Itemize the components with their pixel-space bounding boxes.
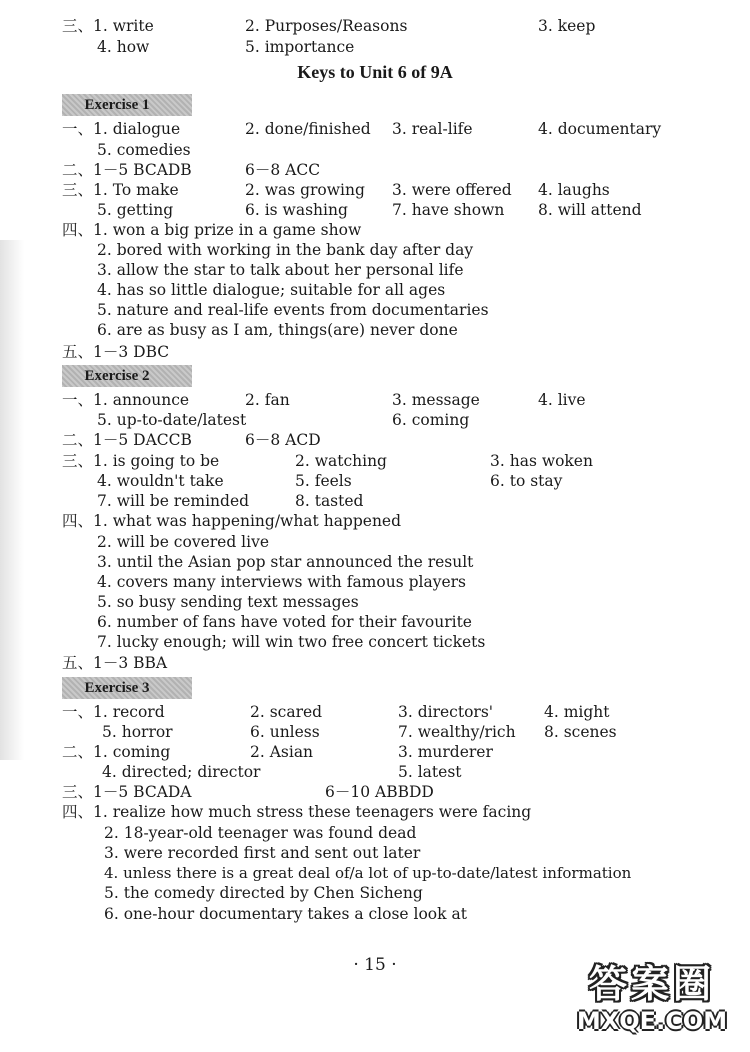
- answer-item: 2. bored with working in the bank day after day: [97, 241, 474, 259]
- answer-item: 5. nature and real-life events from documentaries: [97, 301, 489, 319]
- answer-item: 5. horror: [102, 723, 173, 741]
- answer-item: 7. have shown: [392, 201, 505, 219]
- answer-item: 3. keep: [538, 17, 596, 35]
- answer-item: 3. message: [392, 391, 480, 409]
- answer-item: 6. is washing: [245, 201, 348, 219]
- answer-item: 四、1. won a big prize in a game show: [62, 221, 362, 239]
- page-number: · 15 ·: [353, 955, 397, 975]
- answer-item: 一、1. record: [62, 703, 165, 721]
- answer-item: 4. live: [538, 391, 586, 409]
- answer-item: 6－10 ABBDD: [325, 783, 434, 801]
- answer-item: 5. the comedy directed by Chen Sicheng: [104, 884, 423, 902]
- watermark-domain: MXQE.COM: [576, 1007, 728, 1035]
- answer-item: 3. real-life: [392, 120, 473, 138]
- answer-item: 6. coming: [392, 411, 470, 429]
- answer-item: 四、1. what was happening/what happened: [62, 512, 402, 530]
- answer-item: 2. Purposes/Reasons: [245, 17, 408, 35]
- answer-item: 8. scenes: [544, 723, 617, 741]
- answer-item: 3. were recorded first and sent out later: [104, 844, 421, 862]
- answer-item: 四、1. realize how much stress these teenagers were facing: [62, 803, 532, 821]
- answer-item: 2. will be covered live: [97, 533, 270, 551]
- answer-item: 2. was growing: [245, 181, 365, 199]
- answer-item: 5. importance: [245, 38, 355, 56]
- answer-item: 3. until the Asian pop star announced the result: [97, 553, 474, 571]
- answer-item: 2. done/finished: [245, 120, 371, 138]
- answer-item: 6. number of fans have voted for their favourite: [97, 613, 472, 631]
- answer-item: 一、1. dialogue: [62, 120, 181, 138]
- answer-item: 5. so busy sending text messages: [97, 593, 359, 611]
- answer-item: 3. has woken: [490, 452, 593, 470]
- answer-item: 7. lucky enough; will win two free concert tickets: [97, 633, 486, 651]
- answer-item: 3. murderer: [398, 743, 493, 761]
- answer-item: 6－8 ACC: [245, 161, 321, 179]
- answer-item: 2. watching: [295, 452, 387, 470]
- answer-item: 4. documentary: [538, 120, 662, 138]
- answer-item: 6. are as busy as I am, things(are) never done: [97, 321, 458, 339]
- answer-item: 4. covers many interviews with famous players: [97, 573, 466, 591]
- answer-item: 3. directors': [398, 703, 494, 721]
- answer-item: 4. has so little dialogue; suitable for all ages: [97, 281, 446, 299]
- answer-item: 5. up-to-date/latest: [97, 411, 247, 429]
- exercise-3-heading: Exercise 3: [62, 677, 192, 699]
- answer-item: 一、1. announce: [62, 391, 190, 409]
- answer-item: 7. will be reminded: [97, 492, 250, 510]
- answer-item: 4. wouldn't take: [97, 472, 224, 490]
- scan-shadow: [0, 240, 24, 760]
- answer-item: 5. latest: [398, 763, 462, 781]
- answer-item: 4. laughs: [538, 181, 610, 199]
- watermark-chinese: 答案圈: [588, 962, 715, 1006]
- answer-item: 8. will attend: [538, 201, 642, 219]
- answer-item: 二、1－5 BCADB: [62, 161, 192, 179]
- answer-item: 五、1－3 DBC: [62, 343, 170, 361]
- exercise-2-heading: Exercise 2: [62, 365, 192, 387]
- answer-item: 三、1. is going to be: [62, 452, 220, 470]
- answer-item: 5. getting: [97, 201, 174, 219]
- page-title: Keys to Unit 6 of 9A: [297, 62, 453, 82]
- answer-item: 二、1－5 DACCB: [62, 431, 192, 449]
- answer-item: 二、1. coming: [62, 743, 171, 761]
- answer-item: 2. 18-year-old teenager was found dead: [104, 824, 417, 842]
- exercise-1-heading: Exercise 1: [62, 94, 192, 116]
- answer-item: 2. Asian: [250, 743, 314, 761]
- answer-item: 三、1. To make: [62, 181, 179, 199]
- answer-item: 6－8 ACD: [245, 431, 321, 449]
- answer-item: 2. fan: [245, 391, 290, 409]
- answer-item: 五、1－3 BBA: [62, 654, 168, 672]
- answer-item: 7. wealthy/rich: [398, 723, 516, 741]
- answer-item: 8. tasted: [295, 492, 364, 510]
- answer-item: 6. unless: [250, 723, 320, 741]
- site-watermark: [562, 953, 742, 1048]
- answer-item: 4. directed; director: [102, 763, 261, 781]
- answer-item: 6. to stay: [490, 472, 563, 490]
- answer-item: 3. were offered: [392, 181, 512, 199]
- answer-item: 4. unless there is a great deal of/a lot of up-to-date/latest information: [104, 864, 632, 882]
- answer-item: 4. how: [97, 38, 150, 56]
- answer-item: 6. one-hour documentary takes a close look at: [104, 905, 467, 923]
- answer-item: 5. feels: [295, 472, 352, 490]
- answer-item: 4. might: [544, 703, 610, 721]
- answer-item: 三、1. write: [62, 17, 154, 35]
- answer-item: 3. allow the star to talk about her personal life: [97, 261, 464, 279]
- answer-item: 2. scared: [250, 703, 323, 721]
- answer-item: 三、1－5 BCADA: [62, 783, 192, 801]
- answer-item: 5. comedies: [97, 141, 191, 159]
